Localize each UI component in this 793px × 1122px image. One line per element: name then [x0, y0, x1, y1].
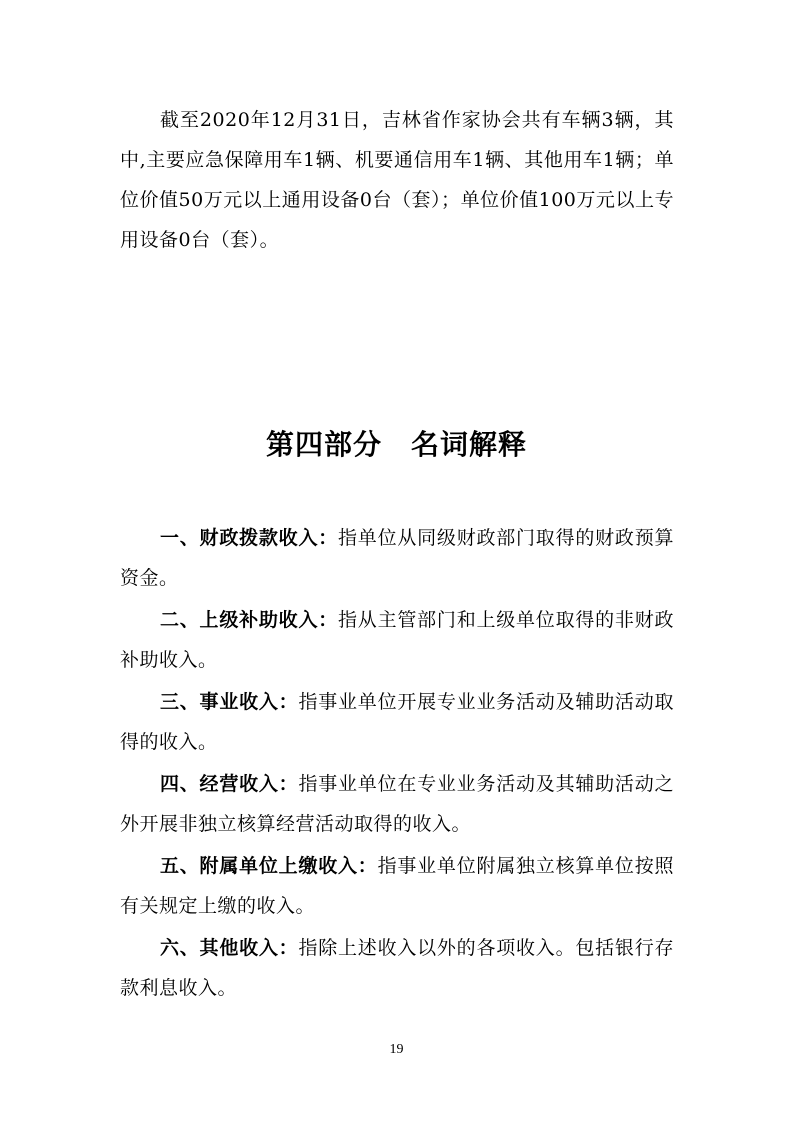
definition-term: 五、附属单位上缴收入： — [160, 855, 378, 877]
definition-item — [120, 846, 674, 926]
definition-item — [120, 682, 674, 762]
intro-paragraph: 截至2020年12月31日，吉林省作家协会共有车辆3辆，其中,主要应急保障用车1辆、机要通信用车1辆、其他用车1辆；单位价值50万元以上通用设备0台（套）；单位价值100万元以上专用设备0台（套）。 — [120, 109, 674, 251]
page-number: 19 — [389, 1042, 404, 1057]
definition-item — [120, 600, 674, 680]
definition-text: 指事业单位开展专业业务活动及辅助活动取得的收入。 — [120, 691, 674, 753]
definition-term: 六、其他收入： — [160, 937, 299, 959]
definition-term: 一、财政拨款收入： — [160, 527, 339, 549]
definition-text: 指除上述收入以外的各项收入。包括银行存款利息收入。 — [120, 937, 674, 999]
definition-item — [120, 928, 674, 1008]
definition-text: 指事业单位在专业业务活动及其辅助活动之外开展非独立核算经营活动取得的收入。 — [120, 773, 674, 835]
definition-text: 指从主管部门和上级单位取得的非财政补助收入。 — [120, 609, 674, 671]
definition-item — [120, 764, 674, 844]
definition-term: 四、经营收入： — [160, 773, 299, 795]
definition-text: 指事业单位附属独立核算单位按照有关规定上缴的收入。 — [120, 855, 674, 917]
definition-term: 二、上级补助收入： — [160, 609, 339, 631]
definition-item — [120, 518, 674, 598]
definition-text: 指单位从同级财政部门取得的财政预算资金。 — [120, 527, 674, 589]
definition-term: 三、事业收入： — [160, 691, 299, 713]
section-title: 第四部分 名词解释 — [265, 428, 527, 461]
